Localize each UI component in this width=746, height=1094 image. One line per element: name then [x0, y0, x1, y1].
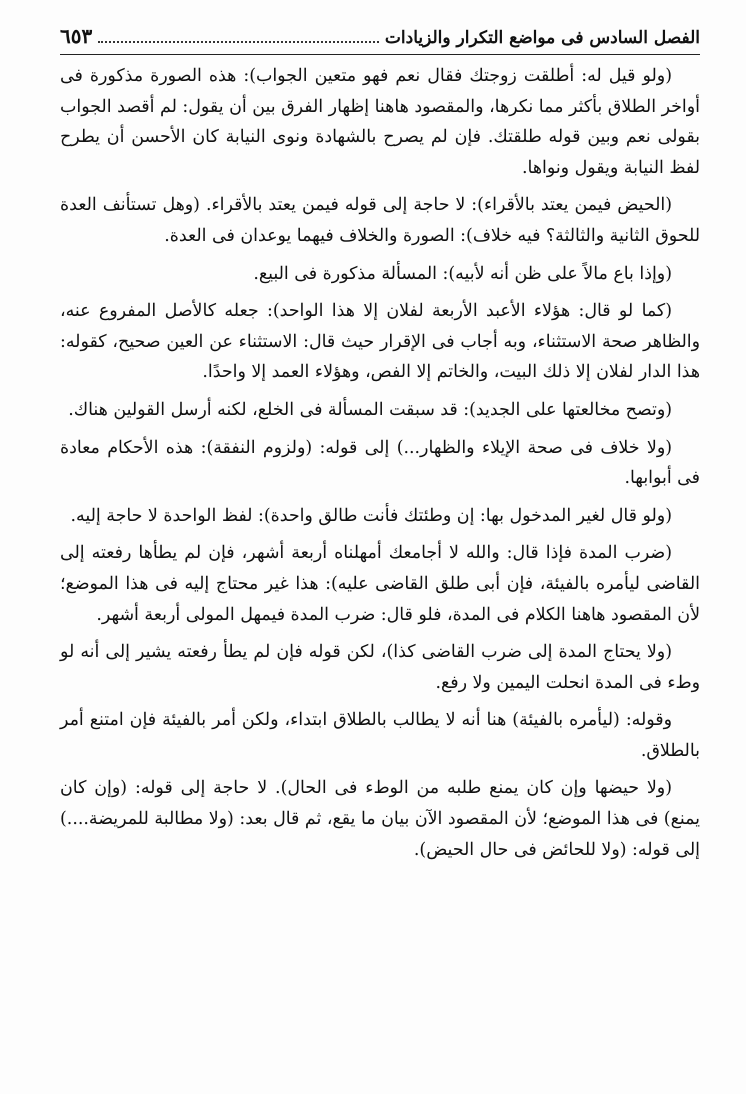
chapter-title: الفصل السادس فى مواضع التكرار والزيادات: [384, 28, 700, 48]
paragraph: (ولا حيضها وإن كان يمنع طلبه من الوطء فى الحال). لا حاجة إلى قوله: (وإن كان يمنع) فى هذا الموضع؛ لأن المقصود الآن بيان ما يقع، ثم قال بعد: (ولا مطالبة للمريضة....) إلى قوله: (ولا للحائض فى حال الحيض).: [60, 778, 700, 860]
paragraph: وقوله: (ليأمره بالفيئة) هنا أنه لا يطالب بالطلاق ابتداء، ولكن أمر بالفيئة فإن امتنع أمر بالطلاق.: [60, 710, 700, 761]
paragraph: (ضرب المدة فإذا قال: والله لا أجامعك أمهلناه أربعة أشهر، فإن لم يطأها رفعته إلى القاضى ليأمره بالفيئة، فإن أبى طلق القاضى عليه): هذا غير محتاج إليه فى هذا الموضع؛ لأن المقصود هاهنا الكلام فى المدة، فلو قال: ضرب المدة فيمهل المولى أربعة أشهر.: [60, 543, 700, 625]
paragraph: (ولو قيل له: أطلقت زوجتك فقال نعم فهو متعين الجواب): هذه الصورة مذكورة فى أواخر الطلاق بأكثر مما نكرها، والمقصود هاهنا إظهار الفرق بين أن يقول: لم أقصد الجواب بقولى نعم وبين قوله طلقتك. فإن لم يصرح بالشهادة ونوى النيابة كان الأحسن أن يطرح لفظ النيابة ويقول ونواها.: [60, 66, 700, 178]
document-body: [60, 61, 700, 865]
paragraph: (ولو قال لغير المدخول بها: إن وطئتك فأنت طالق واحدة): لفظ الواحدة لا حاجة إليه.: [70, 505, 672, 526]
paragraph: (وإذا باع مالاً على ظن أنه لأبيه): المسألة مذكورة فى البيع.: [253, 263, 672, 284]
document-page: [60, 24, 700, 872]
paragraph: (ولا خلاف فى صحة الإيلاء والظهار...) إلى قوله: (ولزوم النفقة): هذه الأحكام معادة فى أبوابها.: [60, 437, 700, 489]
paragraph: (الحيض فيمن يعتد بالأقراء): لا حاجة إلى قوله فيمن يعتد بالأقراء. (وهل تستأنف العدة للحوق الثانية والثالثة؟ فيه خلاف): الصورة والخلاف فيهما يوعدان فى العدة.: [60, 195, 700, 246]
paragraph: (ولا يحتاج المدة إلى ضرب القاضى كذا)، لكن قوله فإن لم يطأ رفعته يشير إلى أنه لو وطء فى المدة انحلت اليمين ولا رفع.: [60, 642, 700, 693]
page-number: ٦٥٣: [60, 24, 93, 48]
paragraph: (وتصح مخالعتها على الجديد): قد سبقت المسألة فى الخلع، لكنه أرسل القولين هناك.: [68, 399, 672, 420]
header-dot-leader: [98, 41, 379, 43]
running-header: [60, 24, 700, 55]
paragraph: (كما لو قال: هؤلاء الأعبد الأربعة لفلان إلا هذا الواحد): جعله كالأصل المفروع عنه، والظاهر صحة الاستثناء، وبه أجاب فى الإقرار حيث قال: الاستثناء عن العين صحيح، كقوله: هذا الدار لفلان إلا ذلك البيت، والخاتم إلا الفص، وهؤلاء العمد إلا واحدًا.: [60, 301, 700, 383]
